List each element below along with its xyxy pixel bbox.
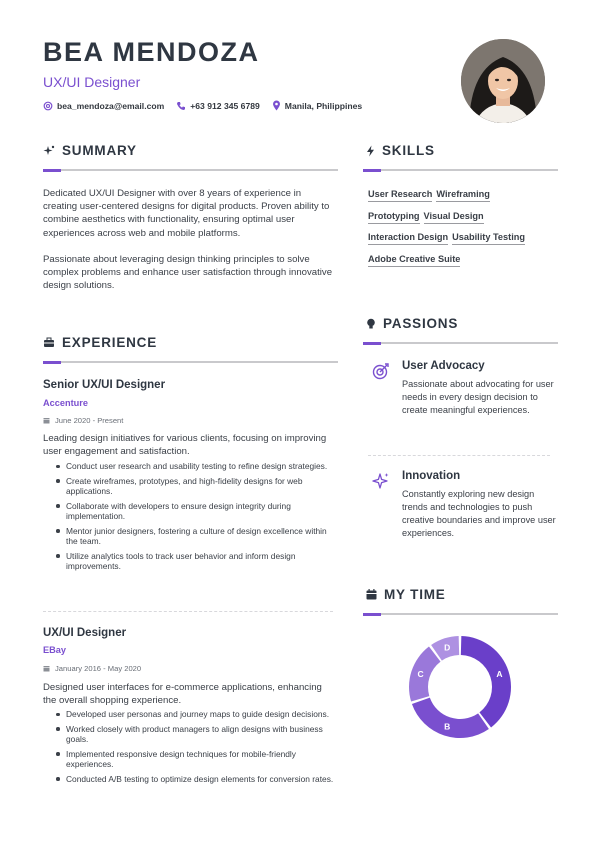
calendar-icon bbox=[366, 589, 377, 600]
donut-slice-b bbox=[412, 698, 489, 738]
location-text: Manila, Philippines bbox=[284, 100, 363, 111]
experience-heading bbox=[43, 335, 157, 350]
job-title: UX/UI Designer bbox=[43, 627, 127, 639]
target-icon bbox=[372, 362, 390, 380]
passion-title: Innovation bbox=[402, 470, 461, 482]
list-item: Utilize analytics tools to track user behavior and inform design improvements. bbox=[56, 551, 336, 572]
list-item: Developed user personas and journey maps to guide design decisions. bbox=[56, 709, 336, 720]
donut-slice-a bbox=[461, 636, 511, 727]
donut-label-d: D bbox=[444, 642, 451, 653]
job-description: Leading design initiatives for various clients, focusing on improving user engagement and satisfaction. bbox=[43, 433, 327, 457]
contact-row bbox=[43, 100, 463, 111]
skill-row bbox=[368, 232, 558, 254]
skill-row bbox=[368, 189, 558, 211]
calendar-icon bbox=[43, 417, 50, 424]
contact-email[interactable] bbox=[43, 101, 164, 111]
my-time-divider bbox=[363, 613, 558, 615]
skills-title-text: SKILLS bbox=[382, 143, 435, 158]
location-pin-icon bbox=[272, 100, 281, 111]
job-bullets bbox=[56, 709, 336, 788]
list-item: Collaborate with developers to ensure design integrity during implementation. bbox=[56, 501, 336, 522]
list-item: Worked closely with product managers to align designs with business goals. bbox=[56, 724, 336, 745]
briefcase-icon bbox=[43, 337, 55, 348]
skill-row bbox=[368, 211, 558, 233]
calendar-icon bbox=[43, 665, 50, 672]
job-date-text: June 2020 - Present bbox=[55, 416, 124, 425]
skill-tag: Prototyping bbox=[368, 211, 420, 224]
passion-separator bbox=[368, 455, 550, 456]
skill-tag: Visual Design bbox=[424, 211, 484, 224]
list-item: Mentor junior designers, fostering a culture of design excellence within the team. bbox=[56, 526, 336, 547]
job-bullets bbox=[56, 461, 336, 576]
phone-text: +63 912 345 6789 bbox=[190, 100, 260, 111]
job-date bbox=[43, 664, 141, 673]
contact-phone[interactable] bbox=[176, 101, 260, 111]
at-icon bbox=[43, 101, 53, 111]
list-item: Implemented responsive design techniques for mobile-friendly experiences. bbox=[56, 749, 336, 770]
list-item: Conducted A/B testing to optimize design elements for conversion rates. bbox=[56, 774, 336, 785]
job-description: Designed user interfaces for e-commerce applications, enhancing the overall shopping experience. bbox=[43, 682, 322, 706]
experience-title-text: EXPERIENCE bbox=[62, 335, 158, 350]
my-time-heading bbox=[366, 587, 446, 602]
skill-tag: Adobe Creative Suite bbox=[368, 254, 460, 267]
sparkle-pen-icon bbox=[43, 145, 55, 157]
experience-divider bbox=[43, 361, 338, 363]
job-company: Accenture bbox=[43, 398, 88, 408]
time-donut-chart bbox=[405, 632, 515, 742]
job-date bbox=[43, 416, 123, 425]
passions-heading bbox=[366, 316, 458, 331]
donut-slice-c bbox=[409, 647, 441, 702]
email-text: bea_mendoza@email.com bbox=[57, 100, 165, 111]
summary-divider bbox=[43, 169, 338, 171]
passion-description: Constantly exploring new design trends and technologies to push creative boundaries and improve user experiences. bbox=[402, 489, 556, 538]
donut-label-b: B bbox=[444, 721, 451, 732]
summary-heading bbox=[43, 143, 137, 158]
skills-heading bbox=[366, 143, 435, 158]
job-date-text: January 2016 - May 2020 bbox=[55, 664, 142, 673]
sparkle-icon bbox=[372, 472, 390, 490]
passions-divider bbox=[363, 342, 558, 344]
candidate-role: UX/UI Designer bbox=[43, 74, 141, 90]
skill-row bbox=[368, 254, 558, 276]
my-time-title-text: MY TIME bbox=[384, 587, 446, 602]
passions-title-text: PASSIONS bbox=[383, 316, 459, 331]
skill-tag: User Research bbox=[368, 189, 432, 202]
skills-divider bbox=[363, 169, 558, 171]
list-item: Create wireframes, prototypes, and high-fidelity designs for web applications. bbox=[56, 476, 336, 497]
passion-description: Passionate about advocating for user needs in every design decision to create meaningful experiences. bbox=[402, 379, 554, 415]
summary-paragraph-2: Passionate about leveraging design thinking principles to solve complex problems and enhance user satisfaction through innovative design solutions. bbox=[43, 254, 333, 292]
skills-list bbox=[368, 189, 558, 275]
resume-header bbox=[43, 36, 463, 111]
passion-title: User Advocacy bbox=[402, 360, 485, 372]
candidate-name: BEA MENDOZA bbox=[43, 37, 260, 67]
contact-location bbox=[272, 100, 362, 111]
job-title: Senior UX/UI Designer bbox=[43, 379, 166, 391]
job-separator bbox=[43, 611, 333, 612]
phone-icon bbox=[176, 101, 186, 111]
lightning-icon bbox=[366, 145, 375, 157]
skill-tag: Interaction Design bbox=[368, 232, 448, 245]
skill-tag: Wireframing bbox=[436, 189, 490, 202]
lightbulb-icon bbox=[366, 318, 376, 330]
donut-label-a: A bbox=[496, 669, 503, 680]
job-company: EBay bbox=[43, 645, 66, 655]
summary-paragraph-1: Dedicated UX/UI Designer with over 8 years of experience in creating user-centered designs for digital products. Proven ability to combine aesthetics with functionality, ensuring optimal user experiences across web and mobile platforms. bbox=[43, 188, 330, 239]
list-item: Conduct user research and usability testing to refine design strategies. bbox=[56, 461, 336, 472]
donut-label-c: C bbox=[417, 669, 424, 680]
skill-tag: Usability Testing bbox=[452, 232, 525, 245]
summary-title-text: SUMMARY bbox=[62, 143, 137, 158]
avatar bbox=[461, 39, 545, 123]
